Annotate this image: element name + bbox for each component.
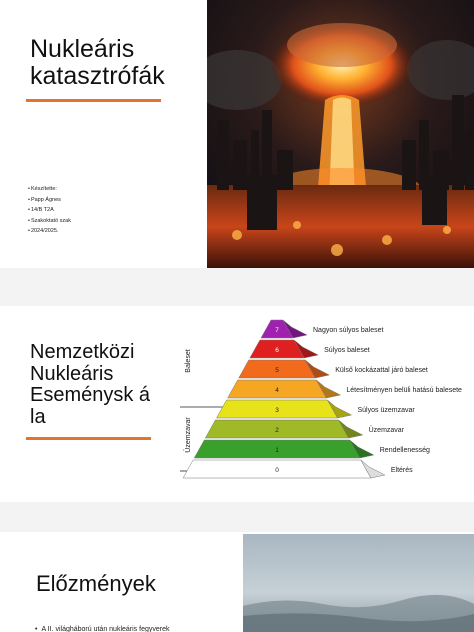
slide-2-title: Nemzetközi Nukleáris Eseménysk á la (30, 341, 151, 428)
landscape-photo (243, 534, 474, 632)
pyramid-level-label: Üzemzavar (368, 427, 405, 434)
meta-line: • Papp Ágnes (28, 195, 71, 206)
pyramid-level-number: 4 (275, 387, 279, 394)
pyramid-level-number: 2 (275, 427, 279, 434)
slide-1[interactable] (0, 0, 474, 268)
author-info (28, 184, 71, 237)
group-label-baleset: Baleset (185, 349, 192, 373)
meta-line: • Szakoktató szak (28, 216, 71, 227)
meta-line: • 2024/2025. (28, 226, 71, 237)
slide-3-title: Előzmények (36, 571, 156, 596)
pyramid-level-label: Súlyos baleset (324, 347, 370, 354)
slide-gap (0, 268, 474, 306)
slide-gap (0, 502, 474, 532)
bullet-item: • A II. világháború után nukleáris fegyverek (35, 626, 169, 632)
pyramid-level-number: 1 (275, 447, 279, 454)
slide-2[interactable] (0, 306, 474, 502)
pyramid-level-label: Létesítményen belüli hatású balesete (346, 387, 462, 394)
pyramid-level-label: Súlyos üzemzavar (357, 407, 415, 414)
meta-line: • 14/B T2A (28, 205, 71, 216)
pyramid-level-label: Rendellenesség (379, 447, 430, 454)
title-underline (26, 99, 161, 102)
ines-scale-pyramid (170, 316, 470, 492)
pyramid-level-number: 5 (275, 367, 279, 374)
pyramid-level-number: 3 (275, 407, 279, 414)
group-label-uzemzavar: Üzemzavar (185, 417, 192, 453)
nuclear-explosion-image (207, 0, 474, 268)
slide-3[interactable] (0, 532, 474, 632)
pyramid-level-label: Eltérés (390, 467, 413, 474)
pyramid-level-label: Nagyon súlyos baleset (313, 327, 384, 334)
pyramid-level-label: Külső kockázattal járó baleset (335, 367, 428, 374)
slide-1-title: Nukleáris katasztrófák (30, 35, 165, 90)
meta-line: • Készítette: (28, 184, 71, 195)
pyramid-level-number: 0 (275, 467, 279, 474)
pyramid-level-number: 6 (275, 347, 279, 354)
pyramid-level-number: 7 (275, 327, 279, 334)
title-underline (26, 437, 151, 440)
